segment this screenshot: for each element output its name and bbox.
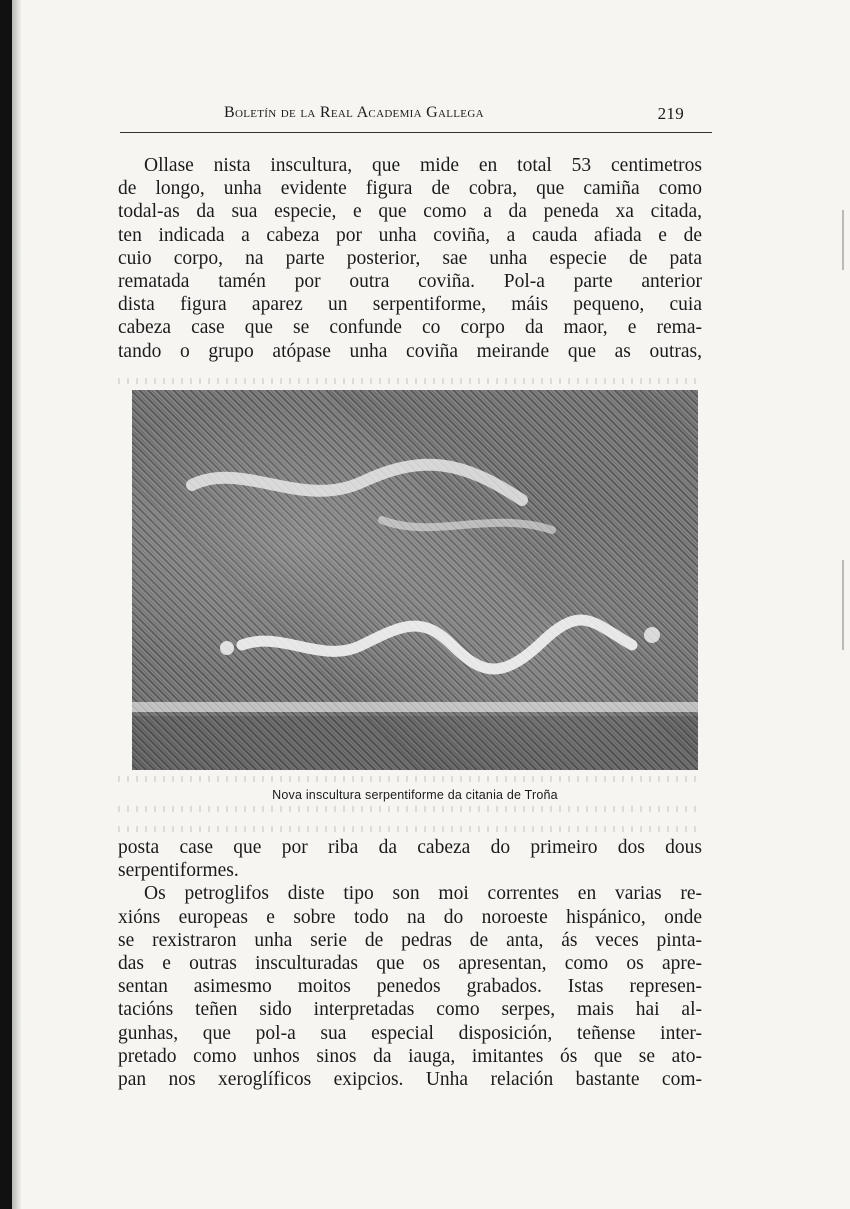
text-line: Ollase nista inscultura, que mide en total 53 centimetros bbox=[144, 155, 702, 176]
text-line: das e outras insculturadas que os apresentan, como os apre- bbox=[118, 952, 702, 974]
paragraph-bottom bbox=[118, 836, 702, 1091]
paragraph-top bbox=[118, 154, 702, 363]
figure-caption: Nova inscultura serpentiforme da citania de Troña bbox=[272, 788, 558, 802]
text-line: dista figura aparez un serpentiforme, máis pequeno, cuia bbox=[118, 294, 702, 316]
text-line: todal-as da sua especie, e que como a da peneda xa citada, bbox=[118, 201, 702, 223]
text-line: posta case que por riba da cabeza do primeiro dos dous bbox=[118, 837, 702, 858]
show-through-specks bbox=[118, 776, 702, 782]
page-edge-mark bbox=[842, 210, 844, 270]
journal-title: Boletín de la Real Academia Gallega bbox=[224, 104, 484, 121]
text-line: serpentiformes. bbox=[118, 860, 239, 882]
text-line: de longo, unha evidente figura de cobra, que camiña como bbox=[118, 178, 702, 200]
page-number: 219 bbox=[657, 104, 684, 123]
serpentiform-carving-illustration bbox=[132, 390, 698, 770]
text-line: gunhas, que pol-a sua especial disposición, teñense inter- bbox=[118, 1022, 702, 1044]
text-line: Os petroglifos diste tipo son moi correntes en varias re- bbox=[144, 883, 702, 905]
running-header bbox=[120, 104, 712, 128]
text-line: pan nos xeroglíficos exipcios. Unha relación bastante com- bbox=[118, 1068, 702, 1090]
show-through-specks bbox=[118, 826, 702, 832]
gutter-shade bbox=[12, 0, 22, 1209]
text-line: rematada tamén por outra coviña. Pol-a parte anterior bbox=[118, 270, 702, 292]
text-line: cabeza case que se confunde co corpo da maor, e rema- bbox=[118, 317, 702, 339]
show-through-specks bbox=[118, 378, 702, 384]
text-line: xións europeas e sobre todo na do noroeste hispánico, onde bbox=[118, 906, 702, 928]
book-spine-shadow bbox=[0, 0, 12, 1209]
text-line: tacións teñen sido interpretadas como serpes, mais hai al- bbox=[118, 999, 702, 1021]
text-line: se rexistraron unha serie de pedras de anta, ás veces pinta- bbox=[118, 929, 702, 951]
show-through-specks bbox=[118, 806, 702, 812]
text-line: cuio corpo, na parte posterior, sae unha especie de pata bbox=[118, 247, 702, 269]
petroglyph-photograph bbox=[132, 390, 698, 770]
header-rule bbox=[120, 132, 712, 133]
text-line: ten indicada a cabeza por unha coviña, a cauda afiada e de bbox=[118, 224, 702, 246]
text-line: sentan asimesmo moitos penedos grabados. Istas represen- bbox=[118, 976, 702, 998]
page-edge-mark bbox=[842, 560, 844, 650]
text-line: tando o grupo atópase unha coviña meirande que as outras, bbox=[118, 340, 702, 362]
text-line: pretado como unhos sinos da iauga, imitantes ós que se ato- bbox=[118, 1045, 702, 1067]
